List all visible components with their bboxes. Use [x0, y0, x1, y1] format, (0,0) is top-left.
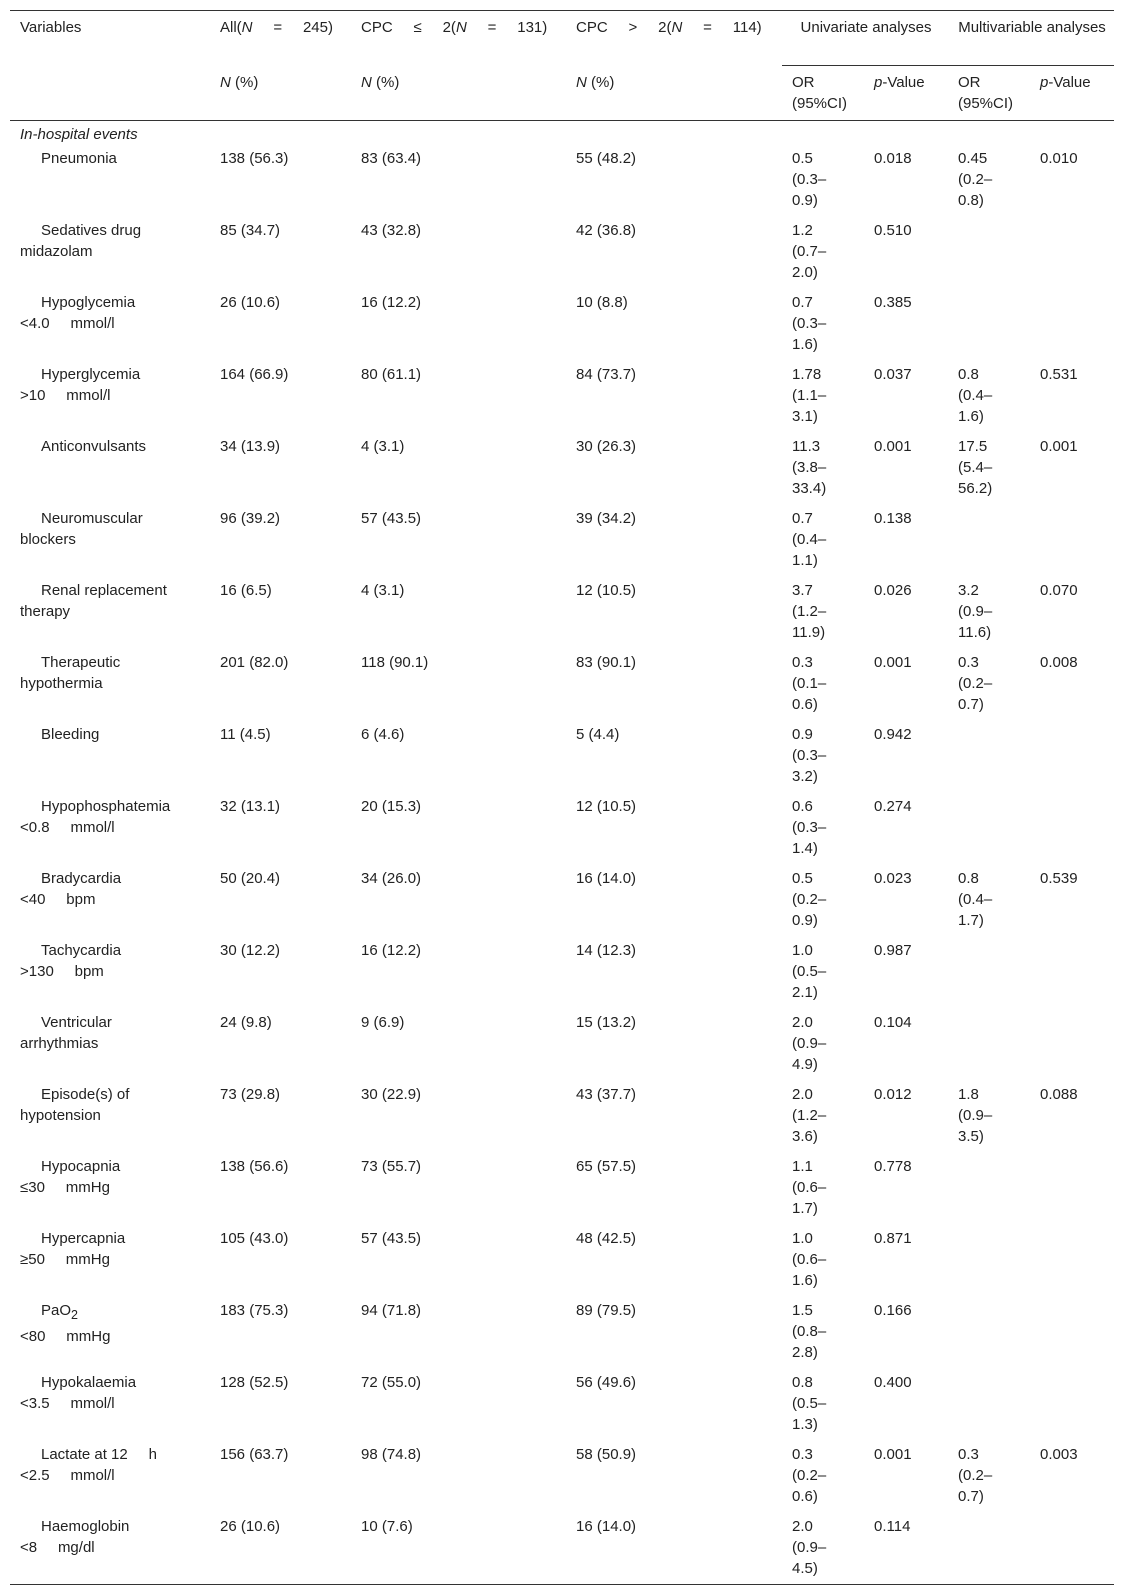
uni-p-cell: 0.114	[864, 1514, 948, 1585]
table-row	[10, 1154, 1114, 1226]
uni-p-cell: 0.987	[874, 942, 912, 959]
cpc-le2-cell: 16 (12.2)	[361, 294, 422, 311]
uni-p-cell: 0.001	[874, 438, 912, 455]
cpc-gt2-cell: 30 (26.3)	[576, 438, 637, 455]
multi-p-cell	[1030, 1154, 1114, 1226]
cpc-le2-cell: 4 (3.1)	[361, 582, 405, 599]
all-cell: 30 (12.2)	[220, 942, 281, 959]
cpc-gt2-cell: 55 (48.2)	[576, 150, 637, 167]
multi-or-cell: 0.3 (0.2– 0.7)	[958, 654, 993, 713]
uni-p-cell: 0.037	[874, 366, 912, 383]
uni-or-cell: 0.8 (0.5– 1.3)	[792, 1374, 827, 1433]
uni-p-cell: 0.104	[874, 1014, 912, 1031]
uni-or-cell: 1.0 (0.5– 2.1)	[792, 942, 827, 1001]
cpc-le2-cell: 30 (22.9)	[361, 1086, 422, 1103]
cpc-gt2-cell: 16 (14.0)	[566, 1514, 782, 1585]
multi-p-cell: 0.539	[1040, 870, 1078, 887]
header-uni-pvalue: p-Value	[864, 66, 948, 121]
uni-or-cell: 1.5 (0.8– 2.8)	[792, 1302, 827, 1361]
variable-cell: Ventricular arrhythmias	[20, 1014, 112, 1052]
section-title: In-hospital events	[20, 126, 138, 143]
uni-or-cell: 1.78 (1.1– 3.1)	[792, 366, 827, 425]
uni-or-cell: 1.1 (0.6– 1.7)	[792, 1158, 827, 1217]
multi-or-cell	[948, 218, 1030, 290]
all-cell: 105 (43.0)	[220, 1230, 289, 1247]
uni-or-cell: 0.6 (0.3– 1.4)	[792, 798, 827, 857]
table-row	[10, 1226, 1114, 1298]
table-header	[10, 11, 1114, 121]
all-cell: 34 (13.9)	[220, 438, 281, 455]
cpc-gt2-cell: 84 (73.7)	[576, 366, 637, 383]
uni-or-cell: 0.5 (0.3– 0.9)	[792, 150, 827, 209]
cpc-gt2-cell: 42 (36.8)	[576, 222, 637, 239]
uni-or-cell: 2.0 (0.9– 4.5)	[782, 1514, 864, 1585]
multi-or-cell: 3.2 (0.9– 11.6)	[958, 582, 993, 641]
multi-p-cell: 0.010	[1040, 150, 1078, 167]
cpc-le2-cell: 9 (6.9)	[361, 1014, 405, 1031]
cpc-gt2-cell: 10 (8.8)	[576, 294, 628, 311]
multi-p-cell: 0.001	[1040, 438, 1078, 455]
variable-cell: Pneumonia	[41, 150, 117, 167]
uni-p-cell: 0.871	[874, 1230, 912, 1247]
table-container	[10, 10, 1114, 1585]
uni-p-cell: 0.942	[874, 726, 912, 743]
table-row	[10, 938, 1114, 1010]
header-n-pct-cpc-gt-2: N (%)	[566, 66, 782, 121]
multi-p-cell	[1030, 1010, 1114, 1082]
table-row	[10, 794, 1114, 866]
header-uni-or: OR (95%CI)	[782, 66, 864, 121]
multi-p-cell	[1030, 290, 1114, 362]
header-cpc-gt-2: CPC > 2(N = 114)	[566, 11, 782, 66]
uni-or-cell: 0.7 (0.4– 1.1)	[792, 510, 827, 569]
variable-cell: Therapeutic hypothermia	[20, 654, 121, 692]
multi-or-cell: 0.8 (0.4– 1.6)	[958, 366, 993, 425]
uni-p-cell: 0.166	[874, 1302, 912, 1319]
variable-cell: Bradycardia <40 bpm	[20, 870, 122, 908]
multi-p-cell	[1030, 722, 1114, 794]
header-univariate: Univariate analyses	[782, 11, 948, 66]
cpc-le2-cell: 72 (55.0)	[361, 1374, 422, 1391]
multi-or-cell: 0.3 (0.2– 0.7)	[958, 1446, 993, 1505]
all-cell: 11 (4.5)	[220, 726, 271, 743]
variable-cell: Hypokalaemia <3.5 mmol/l	[20, 1374, 137, 1412]
table-body	[10, 121, 1114, 1585]
table-row	[10, 1514, 1114, 1585]
variable-cell: Episode(s) of hypotension	[20, 1086, 130, 1124]
multi-or-cell	[948, 722, 1030, 794]
cpc-le2-cell: 20 (15.3)	[361, 798, 422, 815]
multi-or-cell	[948, 506, 1030, 578]
uni-p-cell: 0.018	[874, 150, 912, 167]
table-row	[10, 146, 1114, 218]
section-row	[10, 121, 1114, 147]
all-cell: 73 (29.8)	[220, 1086, 281, 1103]
header-blank	[10, 66, 210, 121]
uni-or-cell: 1.2 (0.7– 2.0)	[792, 222, 827, 281]
uni-or-cell: 2.0 (1.2– 3.6)	[792, 1086, 827, 1145]
variable-cell: Sedatives drug midazolam	[20, 222, 142, 260]
all-cell: 201 (82.0)	[220, 654, 289, 671]
multi-or-cell: 0.45 (0.2– 0.8)	[958, 150, 993, 209]
uni-or-cell: 11.3 (3.8– 33.4)	[792, 438, 827, 497]
multi-or-cell	[948, 794, 1030, 866]
table-row	[10, 1082, 1114, 1154]
uni-p-cell: 0.138	[874, 510, 912, 527]
cpc-gt2-cell: 48 (42.5)	[576, 1230, 637, 1247]
table-row	[10, 1010, 1114, 1082]
uni-or-cell: 3.7 (1.2– 11.9)	[792, 582, 827, 641]
cpc-le2-cell: 4 (3.1)	[361, 438, 405, 455]
variable-cell: Haemoglobin <8 mg/dl	[10, 1514, 210, 1585]
cpc-le2-cell: 57 (43.5)	[361, 510, 422, 527]
uni-or-cell: 0.9 (0.3– 3.2)	[792, 726, 827, 785]
uni-or-cell: 0.5 (0.2– 0.9)	[792, 870, 827, 929]
uni-p-cell: 0.023	[874, 870, 912, 887]
variable-cell: PaO$_2$ <80 mmHg	[20, 1302, 111, 1345]
cpc-le2-cell: 73 (55.7)	[361, 1158, 422, 1175]
multi-p-cell: 0.531	[1040, 366, 1078, 383]
uni-p-cell: 0.400	[874, 1374, 912, 1391]
table-row	[10, 578, 1114, 650]
multi-p-cell	[1030, 1370, 1114, 1442]
multi-or-cell	[948, 1298, 1030, 1370]
uni-or-cell: 0.3 (0.1– 0.6)	[792, 654, 827, 713]
cpc-le2-cell: 16 (12.2)	[361, 942, 422, 959]
uni-or-cell: 0.3 (0.2– 0.6)	[792, 1446, 827, 1505]
cpc-le2-cell: 43 (32.8)	[361, 222, 422, 239]
cpc-le2-cell: 98 (74.8)	[361, 1446, 422, 1463]
multi-p-cell	[1030, 506, 1114, 578]
table-row	[10, 1442, 1114, 1514]
cpc-gt2-cell: 14 (12.3)	[576, 942, 637, 959]
multi-or-cell: 0.8 (0.4– 1.7)	[958, 870, 993, 929]
cpc-gt2-cell: 43 (37.7)	[576, 1086, 637, 1103]
uni-p-cell: 0.274	[874, 798, 912, 815]
cpc-gt2-cell: 12 (10.5)	[576, 582, 637, 599]
uni-p-cell: 0.510	[874, 222, 912, 239]
uni-p-cell: 0.001	[874, 1446, 912, 1463]
variable-cell: Hyperglycemia >10 mmol/l	[20, 366, 141, 404]
results-table	[10, 10, 1114, 1585]
multi-or-cell	[948, 1010, 1030, 1082]
multi-p-cell	[1030, 794, 1114, 866]
all-cell: 128 (52.5)	[220, 1374, 289, 1391]
header-multi-or: OR (95%CI)	[948, 66, 1030, 121]
all-cell: 183 (75.3)	[220, 1302, 289, 1319]
multi-p-cell	[1030, 1226, 1114, 1298]
multi-or-cell	[948, 1154, 1030, 1226]
uni-p-cell: 0.012	[874, 1086, 912, 1103]
cpc-gt2-cell: 65 (57.5)	[576, 1158, 637, 1175]
uni-or-cell: 2.0 (0.9– 4.9)	[792, 1014, 827, 1073]
multi-p-cell	[1030, 938, 1114, 1010]
multi-p-cell	[1030, 218, 1114, 290]
multi-or-cell	[948, 1370, 1030, 1442]
multi-or-cell	[948, 1514, 1030, 1585]
table-row	[10, 866, 1114, 938]
multi-p-cell	[1030, 1514, 1114, 1585]
cpc-gt2-cell: 39 (34.2)	[576, 510, 637, 527]
table-row	[10, 218, 1114, 290]
cpc-le2-cell: 10 (7.6)	[351, 1514, 566, 1585]
multi-or-cell	[948, 1226, 1030, 1298]
variable-cell: Renal replacement therapy	[20, 582, 167, 620]
uni-or-cell: 1.0 (0.6– 1.6)	[792, 1230, 827, 1289]
all-cell: 85 (34.7)	[220, 222, 281, 239]
header-n-pct-all: N (%)	[210, 66, 351, 121]
cpc-le2-cell: 80 (61.1)	[361, 366, 422, 383]
table-row	[10, 362, 1114, 434]
variable-cell: Hypophosphatemia <0.8 mmol/l	[20, 798, 171, 836]
multi-or-cell: 17.5 (5.4– 56.2)	[958, 438, 993, 497]
header-all: All(N = 245)	[210, 11, 351, 66]
cpc-gt2-cell: 58 (50.9)	[576, 1446, 637, 1463]
all-cell: 138 (56.3)	[220, 150, 289, 167]
variable-cell: Neuromuscular blockers	[20, 510, 143, 548]
multi-or-cell: 1.8 (0.9– 3.5)	[958, 1086, 993, 1145]
cpc-le2-cell: 34 (26.0)	[361, 870, 422, 887]
cpc-le2-cell: 118 (90.1)	[361, 654, 429, 671]
cpc-gt2-cell: 16 (14.0)	[576, 870, 637, 887]
multi-p-cell	[1030, 1298, 1114, 1370]
table-row	[10, 1298, 1114, 1370]
table-row	[10, 722, 1114, 794]
multi-p-cell: 0.008	[1040, 654, 1078, 671]
multi-p-cell: 0.070	[1040, 582, 1078, 599]
header-variables: Variables	[10, 11, 210, 66]
all-cell: 50 (20.4)	[220, 870, 281, 887]
cpc-gt2-cell: 89 (79.5)	[576, 1302, 637, 1319]
header-row-2	[10, 66, 1114, 121]
all-cell: 138 (56.6)	[220, 1158, 289, 1175]
variable-cell: Tachycardia >130 bpm	[20, 942, 122, 980]
multi-p-cell: 0.088	[1040, 1086, 1078, 1103]
cpc-gt2-cell: 56 (49.6)	[576, 1374, 637, 1391]
table-row	[10, 650, 1114, 722]
variable-cell: Hypoglycemia <4.0 mmol/l	[20, 294, 136, 332]
all-cell: 26 (10.6)	[220, 294, 281, 311]
variable-cell: Lactate at 12 h <2.5 mmol/l	[20, 1446, 157, 1484]
header-multivariable: Multivariable analyses	[948, 11, 1114, 66]
uni-p-cell: 0.385	[874, 294, 912, 311]
table-row	[10, 434, 1114, 506]
all-cell: 156 (63.7)	[220, 1446, 289, 1463]
cpc-gt2-cell: 15 (13.2)	[576, 1014, 637, 1031]
all-cell: 26 (10.6)	[210, 1514, 351, 1585]
header-multi-pvalue: p-Value	[1030, 66, 1114, 121]
uni-or-cell: 0.7 (0.3– 1.6)	[792, 294, 827, 353]
multi-or-cell	[948, 938, 1030, 1010]
variable-cell: Anticonvulsants	[41, 438, 147, 455]
cpc-le2-cell: 94 (71.8)	[361, 1302, 422, 1319]
table-row	[10, 506, 1114, 578]
all-cell: 16 (6.5)	[220, 582, 272, 599]
header-row-1	[10, 11, 1114, 66]
multi-or-cell	[948, 290, 1030, 362]
all-cell: 164 (66.9)	[220, 366, 289, 383]
all-cell: 32 (13.1)	[220, 798, 281, 815]
all-cell: 24 (9.8)	[220, 1014, 272, 1031]
uni-p-cell: 0.026	[874, 582, 912, 599]
cpc-gt2-cell: 83 (90.1)	[576, 654, 637, 671]
table-row	[10, 290, 1114, 362]
cpc-le2-cell: 6 (4.6)	[361, 726, 405, 743]
header-n-pct-cpc-le-2: N (%)	[351, 66, 566, 121]
cpc-le2-cell: 83 (63.4)	[361, 150, 422, 167]
all-cell: 96 (39.2)	[220, 510, 281, 527]
variable-cell: Hypocapnia ≤30 mmHg	[20, 1158, 121, 1196]
variable-cell: Bleeding	[41, 726, 100, 743]
table-row	[10, 1370, 1114, 1442]
cpc-gt2-cell: 5 (4.4)	[576, 726, 620, 743]
uni-p-cell: 0.001	[874, 654, 912, 671]
header-cpc-le-2: CPC ≤ 2(N = 131)	[351, 11, 566, 66]
multi-p-cell: 0.003	[1040, 1446, 1078, 1463]
cpc-le2-cell: 57 (43.5)	[361, 1230, 422, 1247]
cpc-gt2-cell: 12 (10.5)	[576, 798, 637, 815]
variable-cell: Hypercapnia ≥50 mmHg	[20, 1230, 126, 1268]
uni-p-cell: 0.778	[874, 1158, 912, 1175]
